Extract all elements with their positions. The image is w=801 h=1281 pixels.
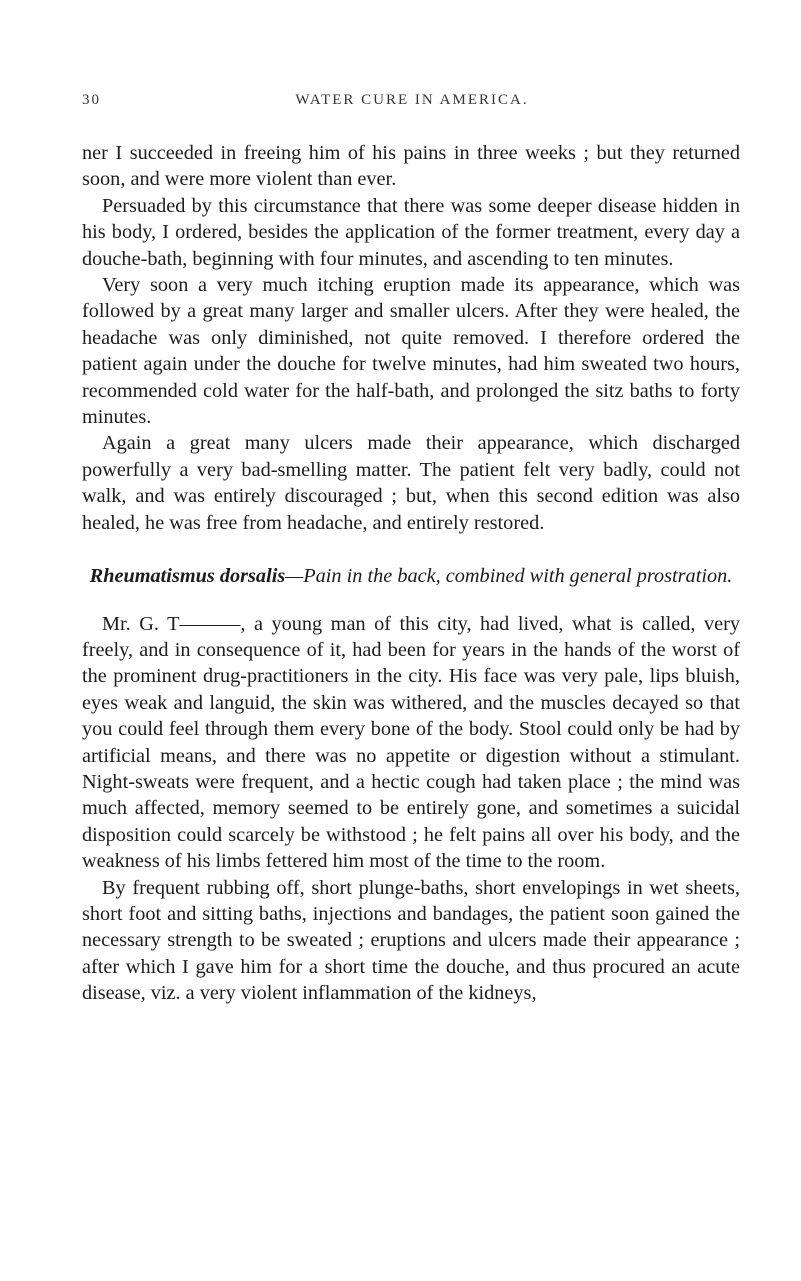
- section-heading: [82, 563, 740, 589]
- page-number: 30: [82, 92, 101, 108]
- paragraph: ner I succeeded in freeing him of his pains in three weeks ; but they returned soon, and were more violent than ever.: [82, 142, 740, 191]
- section-heading-gloss: —Pain in the back, combined with general prostration.: [285, 565, 733, 588]
- body-text: [82, 140, 740, 1007]
- paragraph: Persuaded by this circumstance that there was some deeper disease hidden in his body, I ordered, besides the application of the former treatment, every day a douche-bath, beginning with four minutes, and ascending to ten minutes.: [82, 194, 740, 270]
- paragraph: Mr. G. T———, a young man of this city, had lived, what is called, very freely, and in consequence of it, had been for years in the hands of the worst of the prominent drug-practitioners in the city. His face was very pale, lips bluish, eyes weak and languid, the skin was withered, and the muscles decayed so that you could feel through them every bone of the body. Stool could only be had by artificial means, and there was no appetite or digestion without a stimulant. Night-sweats were frequent, and a hectic cough had taken place ; the mind was much affected, memory seemed to be entirely gone, and sometimes a suicidal disposition could scarcely be withstood ; he felt pains all over his body, and the weakness of his limbs fettered him most of the time to the room.: [82, 612, 740, 873]
- section-heading-latin: Rheumatismus dorsalis: [89, 565, 286, 588]
- paragraph: Again a great many ulcers made their appearance, which discharged powerfully a very bad-smelling matter. The patient felt very badly, could not walk, and was entirely discouraged ; but, when this second edition was also healed, he was free from headache, and entirely restored.: [82, 432, 740, 534]
- paragraph: By frequent rubbing off, short plunge-baths, short envelopings in wet sheets, short foot and sitting baths, injections and bandages, the patient soon gained the necessary strength to be sweated ; eruptions and ulcers made their appearance ; after which I gave him for a short time the douche, and thus procured an acute disease, viz. a very violent inflammation of the kidneys,: [82, 876, 740, 1005]
- running-head: [82, 92, 742, 116]
- paragraph: Very soon a very much itching eruption made its appearance, which was followed by a great many larger and smaller ulcers. After they were healed, the headache was only diminished, not quite removed. I therefore ordered the patient again under the douche for twelve minutes, had him sweated two hours, recommended cold water for the half-bath, and prolonged the sitz baths to forty minutes.: [82, 274, 740, 429]
- running-title: WATER CURE IN AMERICA.: [295, 92, 529, 108]
